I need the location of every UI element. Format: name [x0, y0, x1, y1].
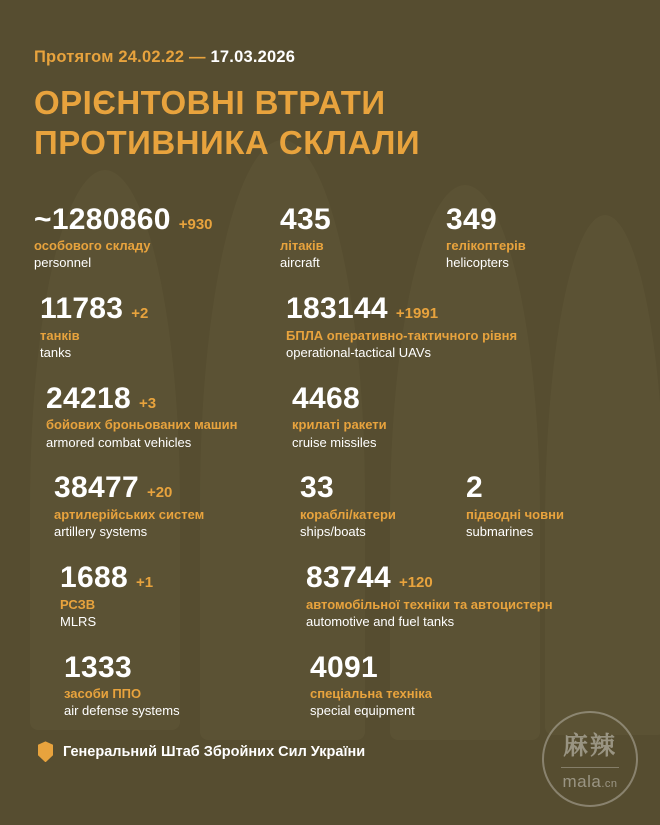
loss-delta: +930	[178, 215, 213, 233]
loss-value: 1333	[64, 650, 132, 684]
loss-value-line	[64, 652, 310, 684]
loss-label-ua: засоби ППО	[64, 686, 142, 702]
watermark-en	[562, 772, 617, 792]
loss-value-line	[60, 562, 306, 594]
loss-item-personnel	[34, 204, 280, 273]
loss-value-line	[46, 383, 292, 415]
page-title-line-1: ОРІЄНТОВНІ ВТРАТИ	[34, 84, 386, 121]
loss-label-ua: особового складу	[34, 238, 151, 253]
loss-label-ua: крилаті ракети	[292, 417, 387, 433]
loss-label-en: operational-tactical UAVs	[286, 344, 431, 360]
loss-label-ua: артилерійських систем	[54, 506, 205, 522]
loss-item-special-equipment	[310, 652, 432, 721]
watermark-cn: 麻辣	[562, 732, 617, 760]
page-title-line-2: ПРОТИВНИКА СКЛАЛИ	[34, 124, 421, 162]
loss-label-en: personnel	[34, 255, 92, 271]
shield-icon	[38, 741, 53, 762]
watermark-divider	[561, 767, 619, 768]
loss-delta: +20	[146, 484, 173, 502]
loss-label-en: aircraft	[280, 255, 320, 271]
loss-delta: +3	[138, 394, 157, 412]
date-range	[34, 0, 626, 67]
loss-label-ua: бойових броньованих машин	[46, 417, 238, 433]
loss-label-en: ships/boats	[300, 524, 366, 540]
loss-label-en: air defense systems	[64, 703, 180, 719]
losses-row	[34, 204, 626, 273]
loss-item-helicopters	[446, 204, 526, 273]
loss-value: 435	[280, 202, 331, 236]
loss-label-ua: РСЗВ	[60, 596, 96, 612]
loss-value-line	[306, 562, 553, 594]
losses-list	[34, 204, 626, 721]
loss-label-en: special equipment	[310, 703, 415, 719]
losses-row	[34, 293, 626, 362]
loss-item-ships	[300, 472, 466, 541]
loss-value-line	[280, 204, 446, 236]
losses-row	[34, 383, 626, 452]
loss-item-submarines	[466, 472, 564, 541]
loss-label-ua: літаків	[280, 238, 324, 253]
date-range-end: 17.03.2026	[210, 48, 296, 66]
loss-item-aircraft	[280, 204, 446, 273]
loss-label-ua: автомобільної техніки та автоцистерн	[306, 596, 553, 612]
loss-delta: +120	[398, 574, 433, 592]
loss-delta: +2	[131, 305, 149, 323]
loss-value-line	[300, 472, 466, 504]
loss-value-line	[34, 204, 280, 236]
loss-label-en: artillery systems	[54, 524, 148, 540]
loss-label-ua: кораблі/катери	[300, 506, 396, 522]
loss-label-en: helicopters	[446, 255, 509, 271]
loss-label-ua: спеціальна техніка	[310, 686, 432, 702]
loss-delta: +1991	[395, 305, 439, 323]
loss-value-line	[292, 383, 387, 415]
loss-value-line	[54, 472, 300, 504]
loss-item-cruise-missiles	[292, 383, 387, 452]
loss-value: 83744	[306, 561, 391, 595]
loss-value: 4091	[310, 650, 378, 684]
loss-value: 349	[446, 202, 497, 236]
loss-value: 33	[300, 471, 334, 505]
loss-value: 183144	[286, 292, 388, 326]
loss-label-en: tanks	[40, 344, 72, 360]
loss-value: 1688	[60, 561, 128, 595]
watermark-suffix: .cn	[601, 778, 618, 790]
loss-label-en: armored combat vehicles	[46, 434, 192, 450]
losses-row	[34, 472, 626, 541]
loss-value: 38477	[54, 471, 139, 505]
loss-value: 4468	[292, 381, 360, 415]
loss-item-armored-vehicles	[46, 383, 292, 452]
loss-value-line	[310, 652, 432, 684]
loss-label-ua: БПЛА оперативно-тактичного рівня	[286, 327, 518, 343]
loss-item-tanks	[40, 293, 286, 362]
page-title	[34, 83, 626, 164]
loss-value-line	[286, 293, 517, 325]
loss-item-artillery	[54, 472, 300, 541]
loss-label-ua: гелікоптерів	[446, 238, 526, 253]
loss-value: 11783	[40, 292, 124, 326]
loss-value: 2	[466, 471, 483, 505]
loss-label-en: MLRS	[60, 613, 97, 629]
loss-item-uavs	[286, 293, 517, 362]
loss-label-en: automotive and fuel tanks	[306, 613, 455, 629]
loss-value: 24218	[46, 381, 131, 415]
loss-delta: +1	[135, 574, 154, 592]
date-range-prefix: Протягом 24.02.22 —	[34, 48, 206, 66]
loss-value-line	[446, 204, 526, 236]
source-footer	[34, 741, 626, 762]
losses-row	[34, 652, 626, 721]
loss-value-line	[40, 293, 286, 325]
loss-item-mlrs	[60, 562, 306, 631]
loss-label-ua: підводні човни	[466, 506, 564, 522]
loss-item-automotive	[306, 562, 553, 631]
loss-value-line	[466, 472, 564, 504]
loss-label-en: cruise missiles	[292, 434, 377, 450]
loss-value: ~1280860	[34, 202, 171, 236]
watermark	[542, 711, 638, 807]
watermark-en-text: mala	[562, 772, 602, 791]
loss-item-air-defense	[64, 652, 310, 721]
loss-label-ua: танків	[40, 327, 80, 343]
loss-label-en: submarines	[466, 524, 534, 540]
source-label: Генеральний Штаб Збройних Сил України	[63, 743, 366, 760]
losses-row	[34, 562, 626, 631]
